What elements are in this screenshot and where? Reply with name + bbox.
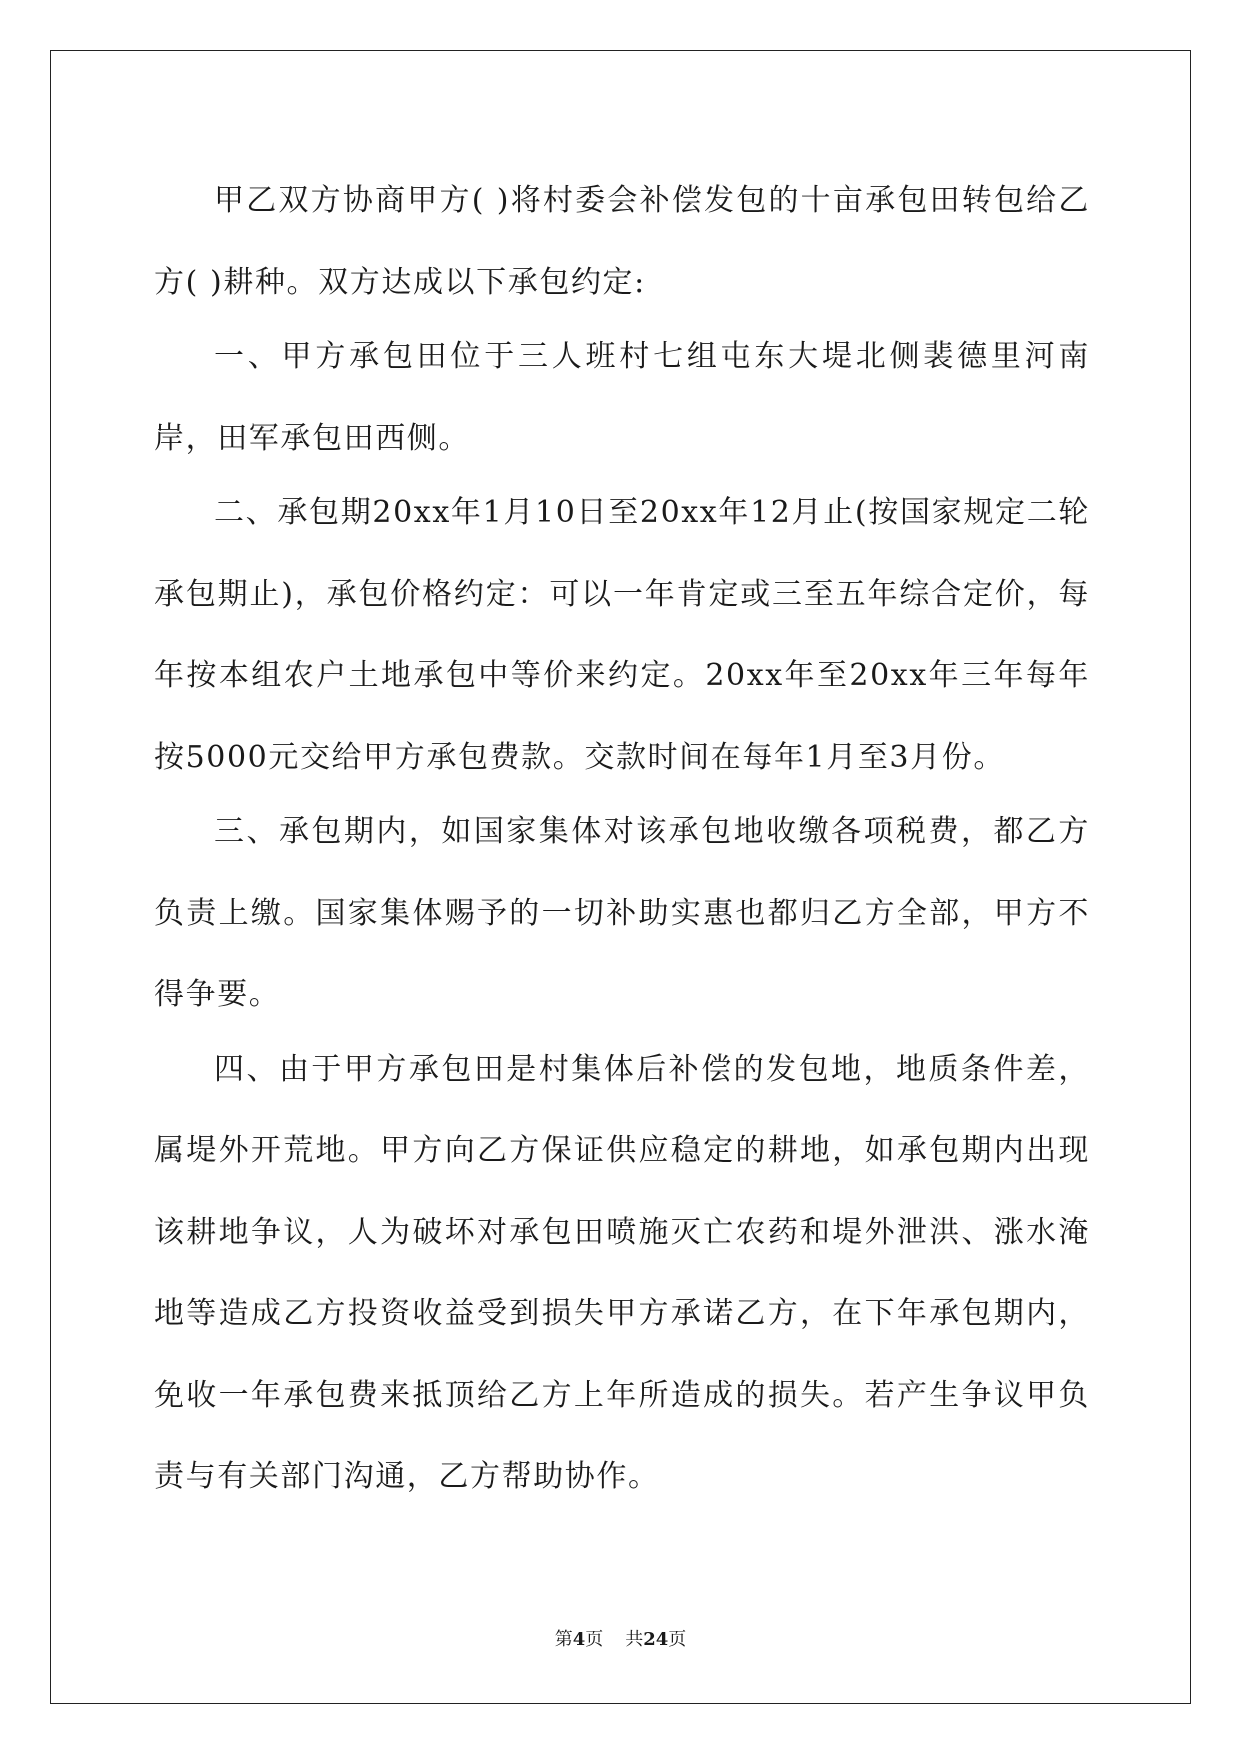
footer-total-suffix: 页 xyxy=(668,1629,687,1650)
footer-page-suffix: 页 xyxy=(585,1629,604,1650)
footer-page-prefix: 第 xyxy=(554,1629,573,1650)
paragraph-clause-1: 一、甲方承包田位于三人班村七组屯东大堤北侧裴德里河南岸，田军承包田西侧。 xyxy=(154,339,1090,456)
paragraph-clause-2: 二、承包期20xx年1月10日至20xx年12月止(按国家规定二轮承包期止)，承包价格约定：可以一年肯定或三至五年综合定价，每年按本组农户土地承包中等价来约定。20xx年至20xx年三年每年按5000元交给甲方承包费款。交款时间在每年1月至3月份。 xyxy=(154,495,1090,775)
footer-total-prefix: 共 xyxy=(625,1629,644,1650)
footer-total-pages: 24 xyxy=(643,1629,669,1650)
document-body xyxy=(154,160,1090,1518)
paragraph-clause-4: 四、由于甲方承包田是村集体后补偿的发包地，地质条件差，属堤外开荒地。甲方向乙方保证供应稳定的耕地，如承包期内出现该耕地争议，人为破坏对承包田喷施灭亡农药和堤外泄洪、涨水淹地等造成乙方投资收益受到损失甲方承诺乙方，在下年承包期内，免收一年承包费来抵顶给乙方上年所造成的损失。若产生争议甲负责与有关部门沟通，乙方帮助协作。 xyxy=(154,1051,1090,1494)
paragraph-clause-3: 三、承包期内，如国家集体对该承包地收缴各项税费，都乙方负责上缴。国家集体赐予的一切补助实惠也都归乙方全部，甲方不得争要。 xyxy=(154,814,1090,1012)
paragraph-intro: 甲乙双方协商甲方( )将村委会补偿发包的十亩承包田转包给乙方( )耕种。双方达成以下承包约定: xyxy=(154,183,1090,300)
page-footer xyxy=(0,1628,1241,1652)
footer-page-number: 4 xyxy=(572,1629,586,1650)
